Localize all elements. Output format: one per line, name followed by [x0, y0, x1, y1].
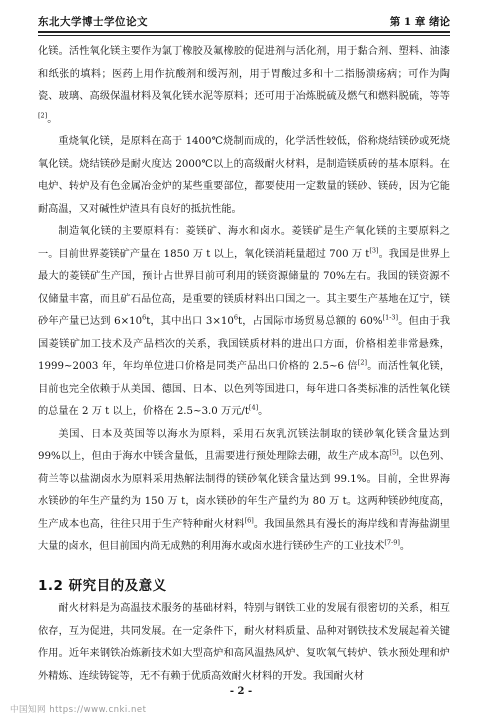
paragraph	[38, 424, 450, 559]
paragraph-text: 重烧氧化镁，是原料在高于 1400℃烧制而成的，化学活性较低，俗称烧结镁砂或死烧氧化镁。烧结镁砂是耐火度达 2000℃以上的高级耐火材料，是制造镁质砖的基本原料。在电炉、转炉及有色金属冶金炉的某些重要部位，都要使用一定数量的镁砂、镁砖，因为它能耐高温，又对碱性炉渣具有良好的抵抗性能。	[38, 136, 450, 215]
paragraph-text: 。	[399, 541, 411, 552]
header-rule-thick	[38, 31, 450, 33]
paragraph-text: 。但由于我国菱镁矿加工技术及产品档次的关系，我国镁质材料的进出口方面，价格相差非常悬殊，1999~2003 年，年均单位进口价格是同类产品出口价格的 2.5~6 倍	[38, 316, 451, 372]
paragraph-text: 美国、日本及英国等以海水为原料，采用石灰乳沉镁法制取的镁砂氧化镁含量达到 99%以上，但由于海水中镁含量低，且需要进行预处理除去硼，故生产成本高	[38, 428, 450, 462]
paragraph-text: t，占国际市场贸易总额的 60%	[237, 316, 383, 327]
paragraph	[38, 41, 450, 131]
paragraph	[38, 598, 450, 688]
paragraph-text: 。我国虽然具有漫长的海岸线和青海盐湖里大量的卤水，但目前国内尚无成熟的利用海水或卤水进行镁砂生产的工业技术	[38, 518, 451, 552]
citation-superscript: [7-9]	[384, 538, 400, 547]
paragraph	[38, 131, 450, 221]
paragraph	[38, 221, 450, 424]
paragraph-text: t，其中出口 3×10	[146, 316, 234, 327]
paragraph-text: 。	[258, 406, 269, 417]
paragraph-text: 。	[47, 113, 58, 125]
citation-superscript: [3]	[369, 246, 379, 255]
page-number: - 2 -	[229, 686, 253, 697]
citation-superscript: 6	[233, 313, 238, 322]
paragraph-text: 化镁。活性氧化镁主要作为氯丁橡胶及氟橡胶的促进剂与活化剂，用于黏合剂、塑料、油漆和纸张的填料；医药上用作抗酸剂和缓泻剂，用于胃酸过多和十二指肠溃疡病；可作为陶瓷、玻璃、高级保温材料及氧化镁水泥等原料；还可用于冶炼脱硫及燃气和燃料脱硫，等等	[38, 46, 450, 102]
citation-superscript: [2]	[357, 358, 367, 367]
cnki-watermark: 中国知网 https://www.cnki.net	[10, 705, 147, 715]
paragraph-text: 耐火材料是为高温技术服务的基础材料，特别与钢铁工业的发展有很密切的关系，相互依存，互为促进，共同发展。在一定条件下，耐火材料质量、品种对钢铁技术发展起着关键作用。近年来钢铁冶炼新技术如大型高炉和高风温热风炉、复吹氧气转炉、铁水预处理和炉外精炼、连续铸锭等，无不有赖于优质高效耐火材料的开发。我国耐火材	[38, 603, 450, 682]
section-heading: 1.2 研究目的及意义	[38, 578, 167, 594]
running-header	[38, 10, 450, 32]
body-text-section-1	[38, 41, 450, 559]
citation-superscript: [2]	[38, 111, 48, 120]
body-text-section-2	[38, 598, 450, 688]
paragraph-text: 。而活性氧化镁，目前也完全依赖于从美国、德国、日本、以色列等国进口，每年进口各类标准的活性氧化镁的总量在 2 万 t 以上，价格在 2.5~3.0 万元/t	[38, 361, 451, 417]
paragraph-text: 。我国是世界上最大的菱镁矿生产国，预计占世界目前可利用的镁资源储量的 70%左右。我国的镁资源不仅储量丰富，而且矿石品位高，是重要的镁质材料出口国之一。其主要生产基地在辽宁，镁砂年产量已达到 6×10	[38, 248, 451, 327]
citation-superscript: [5]	[389, 448, 399, 457]
citation-superscript: [4]	[248, 403, 259, 412]
paragraph-text: 。以色列、荷兰等以盐湖卤水为原料采用热解法制得的镁砂氧化镁含量达到 99.1%。目前，全世界海水镁砂的年生产量约为 150 万 t，卤水镁砂的年生产量约为 80 万 t。这两种镁砂纯度高，生产成本也高，往往只用于生产特种耐火材料	[38, 451, 450, 530]
citation-superscript: 6	[142, 313, 147, 322]
citation-superscript: [6]	[244, 516, 254, 525]
header-university-title: 东北大学博士学位论文	[38, 16, 148, 28]
paragraph-text: 制造氧化镁的主要原料有：菱镁矿、海水和卤水。菱镁矿是生产氧化镁的主要原料之一。目前世界菱镁矿产量在 1850 万 t 以上，氧化镁消耗量超过 700 万 t	[38, 226, 450, 260]
header-rule-thin	[38, 35, 450, 36]
header-chapter-title: 第 1 章 绪论	[389, 16, 450, 28]
citation-superscript: [1-3]	[382, 313, 399, 322]
